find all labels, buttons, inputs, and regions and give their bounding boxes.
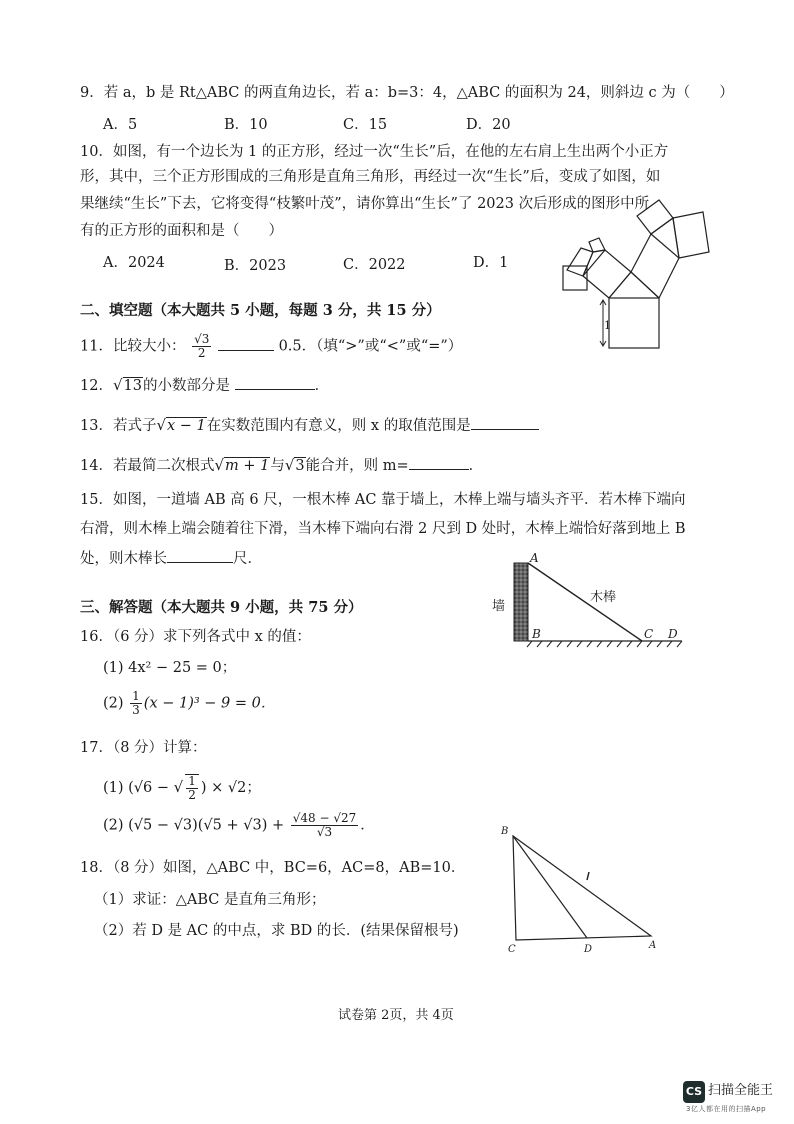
q10-figure-label: 1	[604, 319, 611, 332]
q15-label-c: C	[644, 627, 654, 641]
q17-fraction-denominator: 2	[188, 788, 196, 802]
question-13	[80, 414, 539, 437]
page-footer: 试卷第 2页，共 4页	[338, 1008, 454, 1023]
q14-suffix: 能合并，则 m=	[305, 458, 409, 474]
q16-fraction-denominator: 3	[132, 703, 140, 717]
q17-part1-prefix: (1) (√6 −	[103, 780, 174, 796]
q14-radical-sign-2: √	[284, 456, 295, 474]
q14-prefix: 14．若最简二次根式	[80, 458, 215, 474]
question-18-part2: （2）若 D 是 AC 的中点，求 BD 的长．(结果保留根号)	[94, 923, 459, 939]
q10-figure-squares-tree	[555, 188, 745, 356]
q12-prefix: 12．	[80, 378, 113, 394]
q12-radical-sign: √	[112, 376, 123, 394]
q10-option-d: D．1	[473, 255, 509, 271]
q17-part2-denominator: √3	[316, 825, 333, 839]
question-15-line3	[80, 548, 262, 570]
q17-fraction	[185, 774, 199, 802]
scanner-app-name: 扫描全能王	[708, 1083, 774, 1098]
q14-mid: 与	[270, 458, 285, 474]
q14-radicand-2: 3	[295, 458, 305, 474]
q16-fraction	[130, 690, 142, 717]
q11-fraction	[192, 333, 211, 360]
question-9-text: 9．若 a，b 是 Rt△ABC 的两直角边长，若 a：b=3：4，△ABC 的面积为 24，则斜边 c 为（ ）	[80, 85, 734, 101]
question-14	[80, 454, 483, 477]
question-10-line4: 有的正方形的面积和是（ ）	[80, 223, 283, 239]
q11-fraction-numerator: √3	[194, 332, 210, 346]
q15-label-d: D	[668, 627, 678, 641]
q14-end: ．	[468, 458, 484, 474]
q12-end: ．	[314, 378, 330, 394]
question-16-part1: (1) 4x² − 25 = 0；	[103, 660, 237, 676]
q18-label-a: A	[649, 940, 657, 951]
q17-part1-suffix: ) × √2；	[200, 780, 261, 796]
question-17-title: 17．（8 分）计算：	[80, 740, 207, 756]
q11-fraction-denominator: 2	[197, 346, 206, 360]
q17-fraction-numerator: 1	[188, 774, 196, 788]
q10-option-a: A．2024	[103, 255, 165, 271]
q12-radicand: 13	[123, 378, 142, 394]
q11-prefix: 11．比较大小：	[80, 338, 186, 355]
q13-suffix: 在实数范围内有意义，则 x 的取值范围是	[206, 418, 471, 434]
question-10-line3: 果继续“生长”下去，它将变得“枝繁叶茂”，请你算出“生长”了 2023 次后形成的图形中所	[80, 196, 650, 212]
q17-radical-sign: √	[173, 778, 184, 796]
q18-figure-triangle	[496, 822, 671, 957]
q18-label-b: B	[501, 826, 509, 837]
question-11	[80, 333, 462, 360]
q17-part2-fraction	[291, 812, 359, 839]
section-2-heading: 二、填空题（本大题共 5 小题，每题 3 分，共 15 分）	[80, 302, 441, 319]
question-17-part2	[103, 812, 375, 839]
q13-radicand: x − 1	[167, 418, 206, 434]
q9-option-a: A．5	[103, 117, 138, 133]
q17-part2-end: ．	[360, 817, 375, 834]
q15-line3-suffix: 尺．	[233, 551, 262, 567]
q17-part2-numerator: √48 − √27	[292, 811, 357, 825]
q15-answer-blank[interactable]	[167, 548, 233, 563]
q16-part2-suffix: (x − 1)³ − 9 = 0．	[143, 695, 276, 712]
q13-radical-sign: √	[156, 416, 167, 434]
q13-prefix: 13．若式子	[80, 418, 157, 434]
q16-part2-prefix: (2)	[103, 695, 124, 712]
question-12	[80, 374, 329, 397]
q10-option-c: C．2022	[343, 257, 406, 273]
q15-label-wall: 墙	[492, 599, 506, 614]
q16-fraction-numerator: 1	[132, 689, 140, 703]
q11-suffix: 0.5．（填“>”或“<”或“=”）	[278, 338, 463, 355]
q9-option-d: D．20	[466, 117, 511, 133]
question-17-part1	[103, 774, 261, 802]
q15-label-a: A	[530, 553, 539, 565]
question-10-line2: 形，其中，三个正方形围成的三角形是直角三角形，再经过一次“生长”后，变成了如图，如	[80, 169, 661, 185]
scanner-logo-icon: CS	[683, 1081, 705, 1103]
q18-label-c: C	[508, 944, 516, 955]
q15-label-stick: 木棒	[590, 590, 617, 605]
q13-answer-blank[interactable]	[471, 415, 539, 430]
q17-part2-prefix: (2) (√5 − √3)(√5 + √3) +	[103, 817, 285, 834]
question-16-part2	[103, 690, 275, 717]
q12-suffix: 的小数部分是	[142, 378, 230, 394]
question-16-title: 16．（6 分）求下列各式中 x 的值：	[80, 629, 311, 645]
question-15-line2: 右滑，则木棒上端会随着往下滑，当木棒下端向右滑 2 尺到 D 处时，木棒上端恰好落到地上 B	[80, 521, 686, 537]
q9-option-b: B．10	[224, 117, 268, 133]
question-18-part1: （1）求证：△ABC 是直角三角形；	[94, 892, 326, 908]
question-15-line1: 15．如图，一道墙 AB 高 6 尺，一根木棒 AC 靠于墙上，木棒上端与墙头齐平．若木棒下端向	[80, 492, 686, 508]
q10-option-b: B．2023	[224, 258, 287, 274]
q14-radicand-1: m + 1	[225, 458, 270, 474]
scanner-tagline: 3亿人都在用的扫描App	[686, 1105, 767, 1113]
q15-line3-prefix: 处，则木棒长	[80, 551, 167, 567]
q11-answer-blank[interactable]	[218, 336, 274, 351]
section-3-heading: 三、解答题（本大题共 9 小题，共 75 分）	[80, 599, 363, 616]
q9-option-c: C．15	[343, 117, 388, 133]
q18-label-d: D	[584, 944, 593, 955]
q14-answer-blank[interactable]	[409, 455, 469, 470]
question-10-line1: 10．如图，有一个边长为 1 的正方形，经过一次“生长”后，在他的左右肩上生出两个小正方	[80, 144, 669, 160]
question-18-title: 18．（8 分）如图，△ABC 中，BC=6，AC=8，AB=10．	[80, 860, 466, 876]
q15-label-b: B	[532, 627, 541, 641]
q12-answer-blank[interactable]	[235, 375, 315, 390]
q15-figure-wall-stick	[490, 553, 690, 658]
q14-radical-sign-1: √	[214, 456, 225, 474]
